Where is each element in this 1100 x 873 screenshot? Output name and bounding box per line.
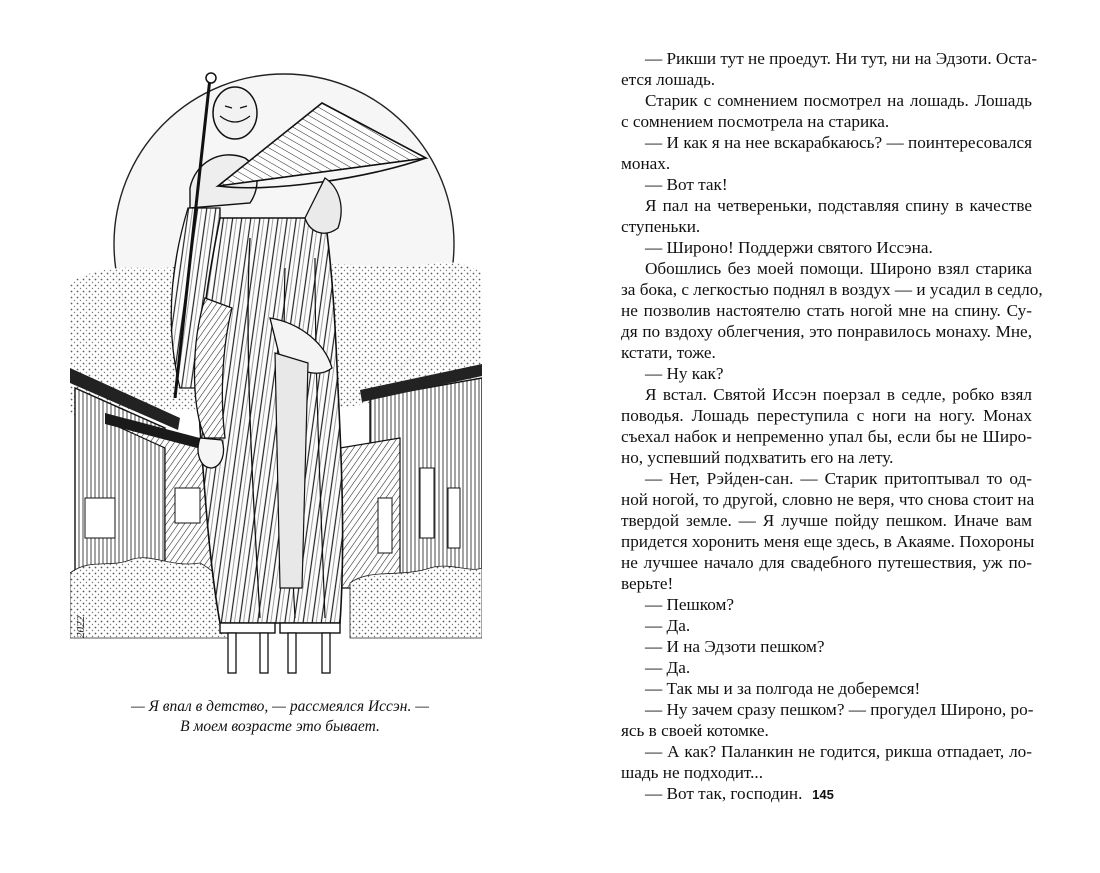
text-line: — Да.	[645, 658, 691, 677]
illustration	[70, 68, 482, 686]
text-line: твердой земле. — Я лучше пойду пешком. Иначе вам	[621, 511, 1032, 530]
text-line: верьте!	[621, 574, 674, 593]
page-number-value: 145	[812, 787, 834, 802]
text-line: — Ну зачем сразу пешком? — прогудел Широно, ро-	[645, 700, 1034, 719]
text-line: Старик с сомнением посмотрел на лошадь. Лошадь	[645, 91, 1032, 110]
text-line: — А как? Паланкин не годится, рикша отпадает, ло-	[645, 742, 1032, 761]
text-line: — Нет, Рэйден-сан. — Старик притоптывал то од-	[645, 469, 1032, 488]
text-line: дя по вздоху облегчения, это понравилось монаху. Мне,	[621, 322, 1032, 341]
text-line: за бока, с легкостью поднял в воздух — и усадил в седло,	[621, 280, 1043, 299]
left-bushes	[70, 558, 230, 638]
text-line: — Вот так, господин.	[645, 784, 803, 803]
text-line: — Широно! Поддержи святого Иссэна.	[645, 238, 933, 257]
text-line: — Ну как?	[645, 364, 724, 383]
illustration-caption	[80, 697, 480, 737]
caption-line-2: В моем возрасте это бывает.	[180, 718, 380, 735]
text-line: Обошлись без моей помощи. Широно взял старика	[645, 259, 1032, 278]
text-line: но, успевший подхватить его на лету.	[621, 448, 894, 467]
text-line: — Рикши тут не проедут. Ни тут, ни на Эдзоти. Оста-	[645, 49, 1038, 68]
text-line: — Пешком?	[645, 595, 735, 614]
text-line: ясь в своей котомке.	[621, 721, 769, 740]
right-bushes	[350, 566, 482, 638]
text-line: Я пал на четвереньки, подставляя спину в качестве	[645, 196, 1032, 215]
right-houses	[340, 364, 482, 588]
text-line: не позволив настоятелю стать ногой мне на спину. Су-	[621, 301, 1032, 320]
text-line: шадь не подходит...	[621, 763, 763, 782]
illustration-signature: 2022	[75, 616, 87, 638]
body-text	[621, 48, 1043, 804]
right-page	[550, 0, 1100, 873]
caption-line-1: — Я впал в детство, — рассмеялся Иссэн. —	[131, 698, 429, 715]
text-line: ступеньки.	[621, 217, 701, 236]
text-line: — Так мы и за полгода не доберемся!	[645, 679, 921, 698]
text-line: не лучшее начало для свадебного путешествия, уж по-	[621, 553, 1032, 572]
text-line: придется хоронить меня еще здесь, в Акаяме. Похороны	[621, 532, 1035, 551]
text-line: съехал набок и непременно упал бы, если бы не Широ-	[621, 427, 1032, 446]
text-line: — И на Эдзоти пешком?	[645, 637, 825, 656]
text-line: — Да.	[645, 616, 691, 635]
text-line: — И как я на нее вскарабкаюсь? — поинтересовался	[645, 133, 1032, 152]
text-line: монах.	[621, 154, 671, 173]
text-line: кстати, тоже.	[621, 343, 716, 362]
text-line: — Вот так!	[645, 175, 728, 194]
text-line: Я встал. Святой Иссэн поерзал в седле, робко взял	[645, 385, 1032, 404]
text-line: ной ногой, то другой, словно не веря, что снова стоит на	[621, 490, 1035, 509]
text-line: ется лошадь.	[621, 70, 716, 89]
text-line: с сомнением посмотрела на старика.	[621, 112, 890, 131]
text-line: поводья. Лошадь переступила с ноги на ногу. Монах	[621, 406, 1032, 425]
page-number	[550, 787, 1100, 803]
